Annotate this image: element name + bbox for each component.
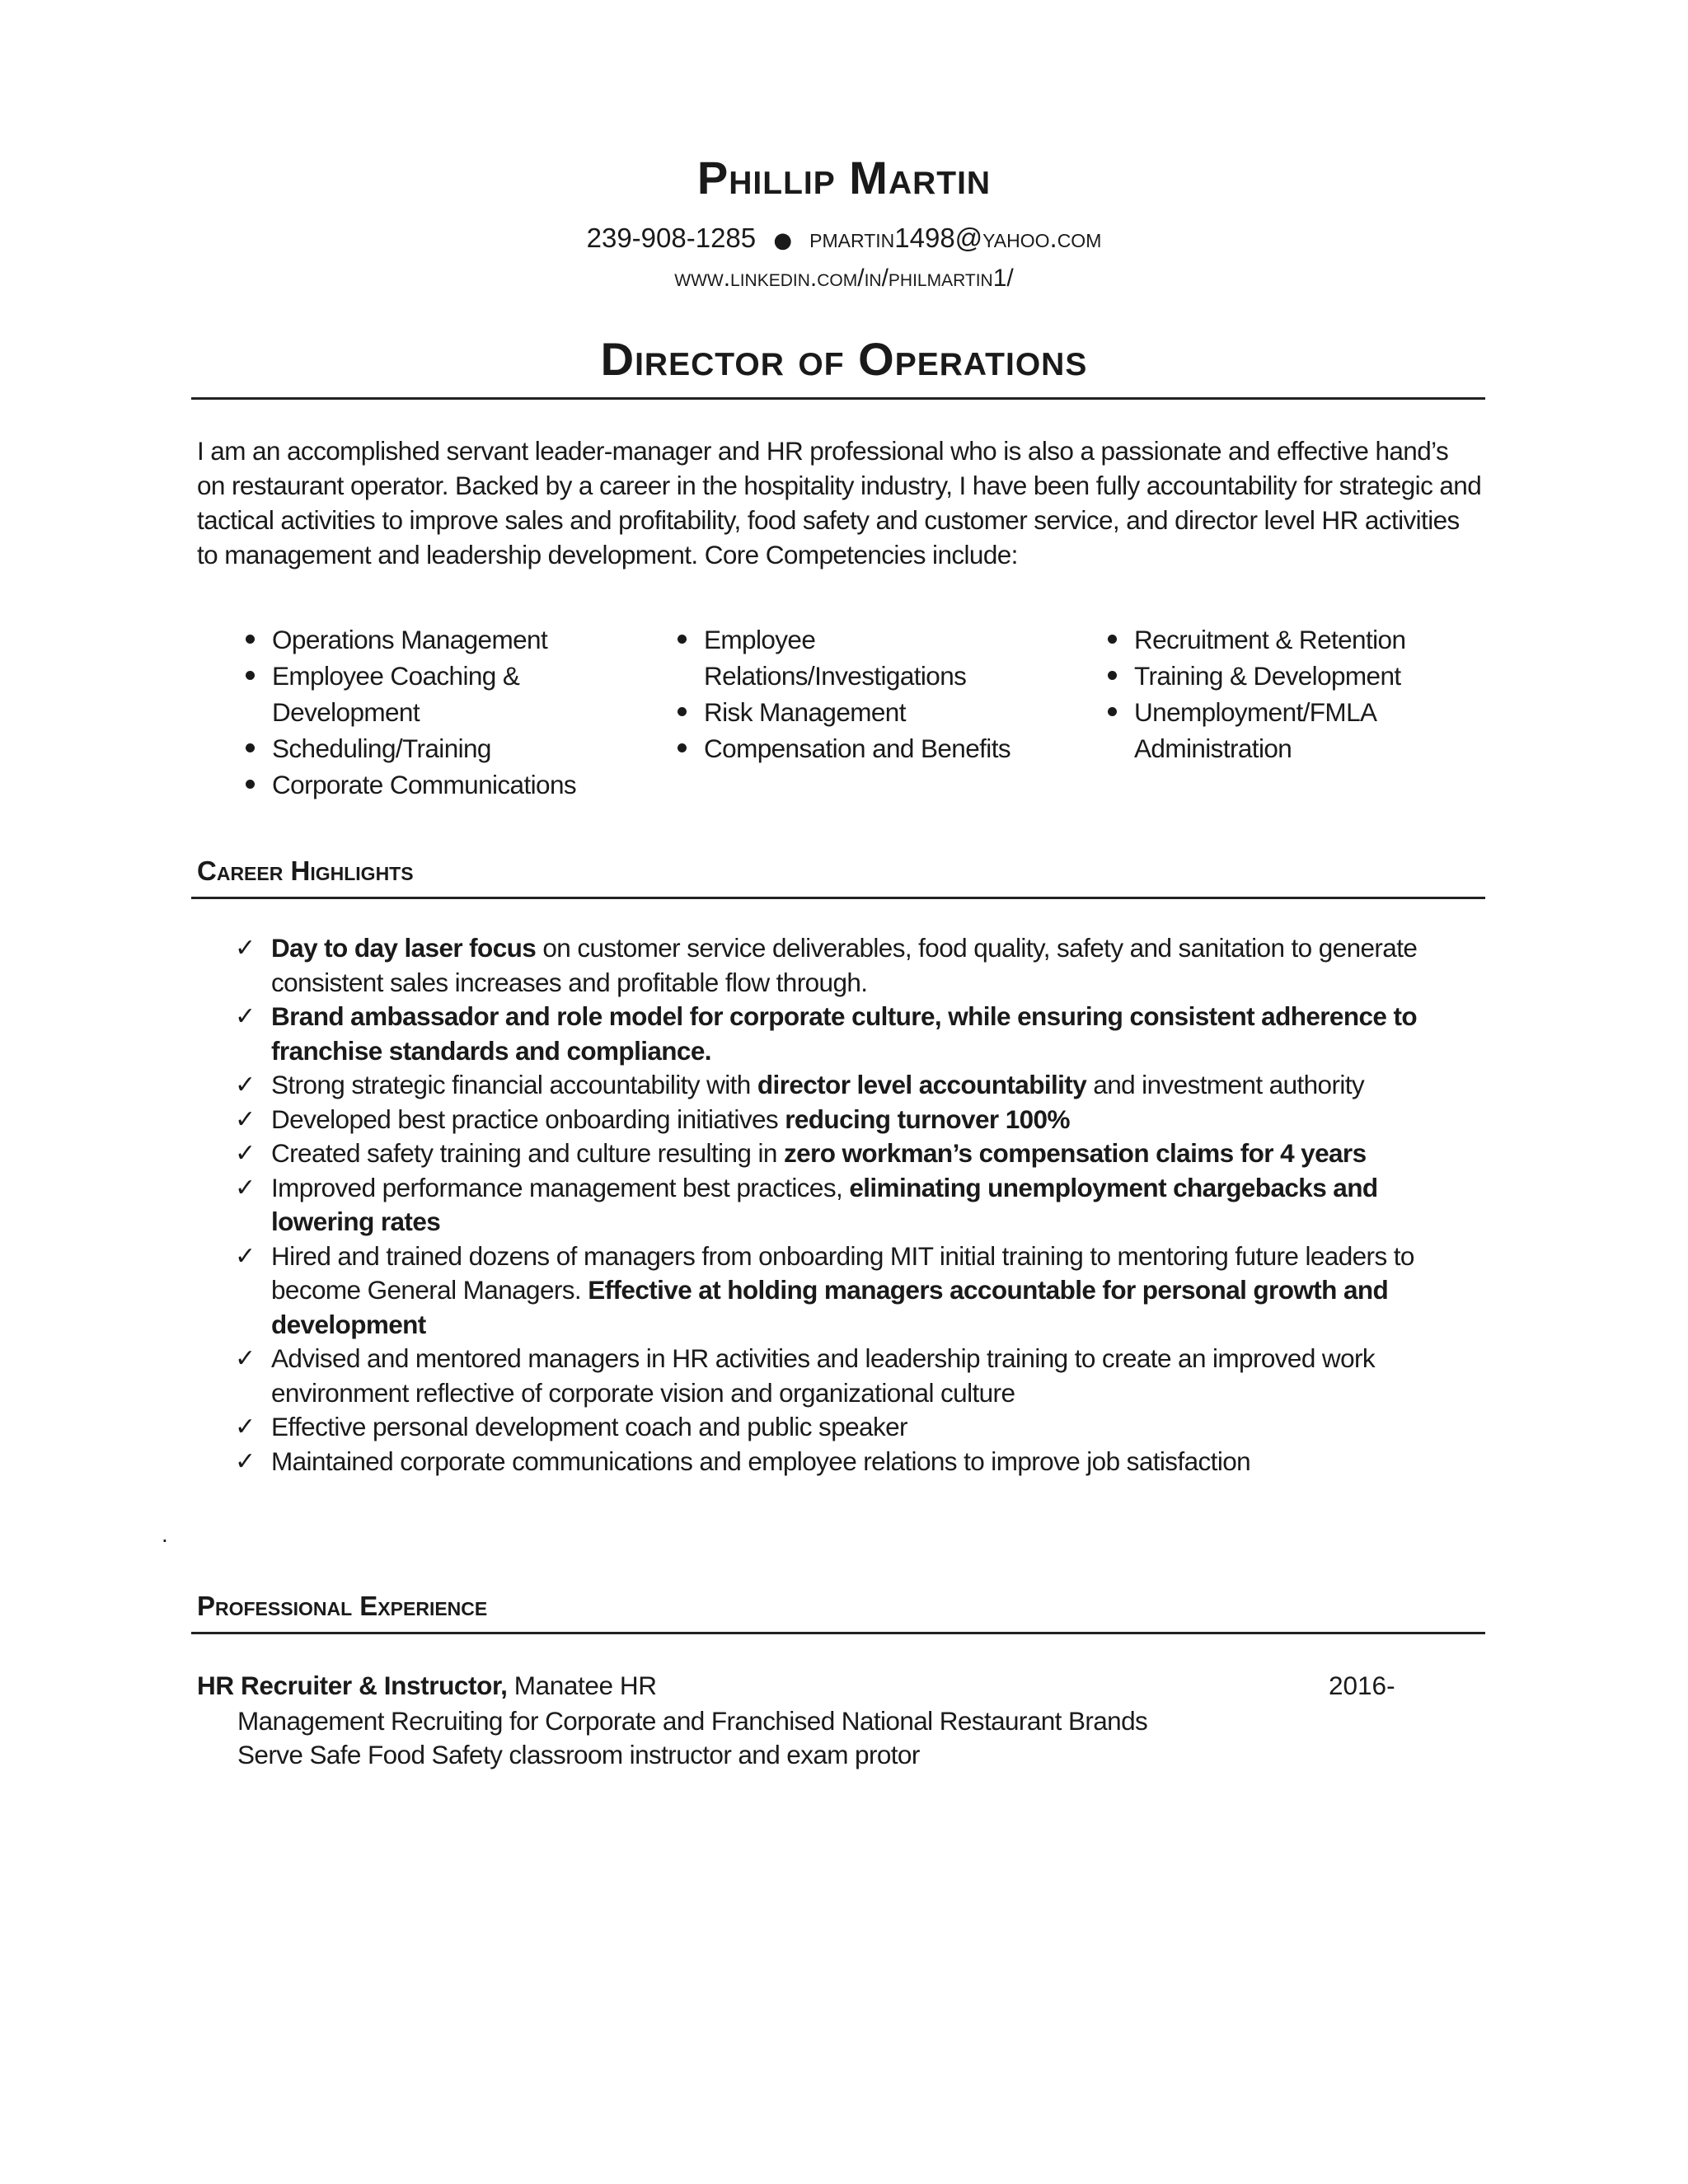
bullet-icon — [1108, 671, 1117, 680]
competency-item: Scheduling/Training — [246, 730, 633, 766]
job-dates: 2016- — [1329, 1671, 1395, 1700]
contact-line — [0, 224, 1688, 251]
checkmark-icon: ✓ — [235, 934, 256, 963]
job-title-heading: Director of Operations — [600, 333, 1088, 385]
competency-item: Recruitment & Retention — [1108, 621, 1495, 658]
competency-list-1 — [246, 621, 633, 803]
separator-bullet: ● — [773, 228, 792, 253]
checkmark-icon: ✓ — [235, 1002, 256, 1031]
checkmark-icon: ✓ — [235, 1413, 256, 1441]
linkedin-url: www.linkedin.com/in/philmartin1/ — [674, 265, 1014, 292]
divider-experience — [191, 1632, 1485, 1634]
checkmark-icon: ✓ — [235, 1139, 256, 1168]
bullet-icon — [1108, 635, 1117, 644]
bullet-icon — [678, 707, 687, 716]
divider-title — [191, 397, 1485, 400]
highlight-item: ✓ Hired and trained dozens of managers from onboarding MIT initial training to mentoring future leaders to become General Managers. Effective at holding managers accountable for personal growth and development — [235, 1240, 1414, 1339]
bullet-icon — [1108, 707, 1117, 716]
bullet-icon — [678, 635, 687, 644]
job-description — [237, 1704, 1147, 1772]
divider-career — [191, 897, 1485, 899]
bullet-icon — [246, 743, 255, 752]
job-entry-title — [197, 1673, 657, 1699]
candidate-name: Phillip Martin — [696, 152, 992, 204]
highlight-item: ✓ Maintained corporate communications and employee relations to improve job satisfaction — [235, 1445, 1455, 1479]
highlight-item: ✓ Day to day laser focus on customer service deliverables, food quality, safety and sanitation to generate consistent sales increases and profitable flow through. — [235, 933, 1418, 997]
highlight-item: ✓ Strong strategic financial accountability with director level accountability and investment authority — [235, 1068, 1455, 1103]
checkmark-icon: ✓ — [235, 1173, 256, 1202]
competency-list-3 — [1108, 621, 1495, 766]
stray-period: . — [162, 1521, 168, 1547]
bullet-icon — [246, 671, 255, 680]
competency-item: Employee Coaching & Development — [246, 658, 633, 730]
highlight-item: ✓ Developed best practice onboarding initiatives reducing turnover 100% — [235, 1103, 1455, 1137]
highlight-item: ✓ Brand ambassador and role model for corporate culture, while ensuring consistent adherence to franchise standards and compliance. — [235, 1001, 1418, 1066]
summary-paragraph: I am an accomplished servant leader-manager and HR professional who is also a passionate and effective hand’s on restaurant operator. Backed by a career in the hospitality industry, I have been fully accountability for strategic and tactical activities to improve sales and profitability, food safety and customer service, and director level HR activities to management and leadership development. Core Competencies include: — [197, 436, 1482, 569]
career-highlights-heading: Career Highlights — [197, 855, 414, 886]
highlight-item: ✓ Improved performance management best practices, eliminating unemployment chargebacks and lowering rates — [235, 1172, 1378, 1236]
checkmark-icon: ✓ — [235, 1241, 256, 1271]
competency-item: Unemployment/FMLA Administration — [1108, 694, 1495, 766]
competency-item: Risk Management — [678, 694, 1065, 730]
checkmark-icon: ✓ — [235, 1104, 256, 1134]
bullet-icon — [678, 743, 687, 752]
professional-experience-heading: Professional Experience — [197, 1591, 488, 1621]
highlight-item: ✓ Created safety training and culture resulting in zero workman’s compensation claims for 4 years — [235, 1137, 1455, 1171]
job-description-line: Serve Safe Food Safety classroom instructor and exam protor — [237, 1740, 920, 1769]
highlight-item: ✓ Effective personal development coach and public speaker — [235, 1410, 1455, 1445]
bullet-icon — [246, 780, 255, 789]
job-description-line: Management Recruiting for Corporate and Franchised National Restaurant Brands — [237, 1706, 1148, 1736]
competency-item: Compensation and Benefits — [678, 730, 1065, 766]
checkmark-icon: ✓ — [235, 1344, 256, 1373]
bullet-icon — [246, 635, 255, 644]
highlight-item: ✓ Advised and mentored managers in HR activities and leadership training to create an improved work environment reflective of corporate vision and organizational culture — [235, 1343, 1376, 1408]
competency-list-2 — [678, 621, 1065, 766]
competency-item: Training & Development — [1108, 658, 1495, 694]
competency-item: Corporate Communications — [246, 766, 633, 803]
phone-number: 239-908-1285 — [586, 223, 757, 253]
job-company: Manatee HR — [507, 1671, 657, 1700]
checkmark-icon: ✓ — [235, 1446, 256, 1476]
checkmark-icon: ✓ — [235, 1071, 256, 1099]
job-role: HR Recruiter & Instructor, — [197, 1671, 508, 1700]
email-address: pmartin1498@yahoo.com — [809, 223, 1102, 253]
competency-item: Operations Management — [246, 621, 633, 658]
competency-item: Employee Relations/Investigations — [678, 621, 1065, 694]
career-highlights-list — [235, 931, 1455, 1479]
